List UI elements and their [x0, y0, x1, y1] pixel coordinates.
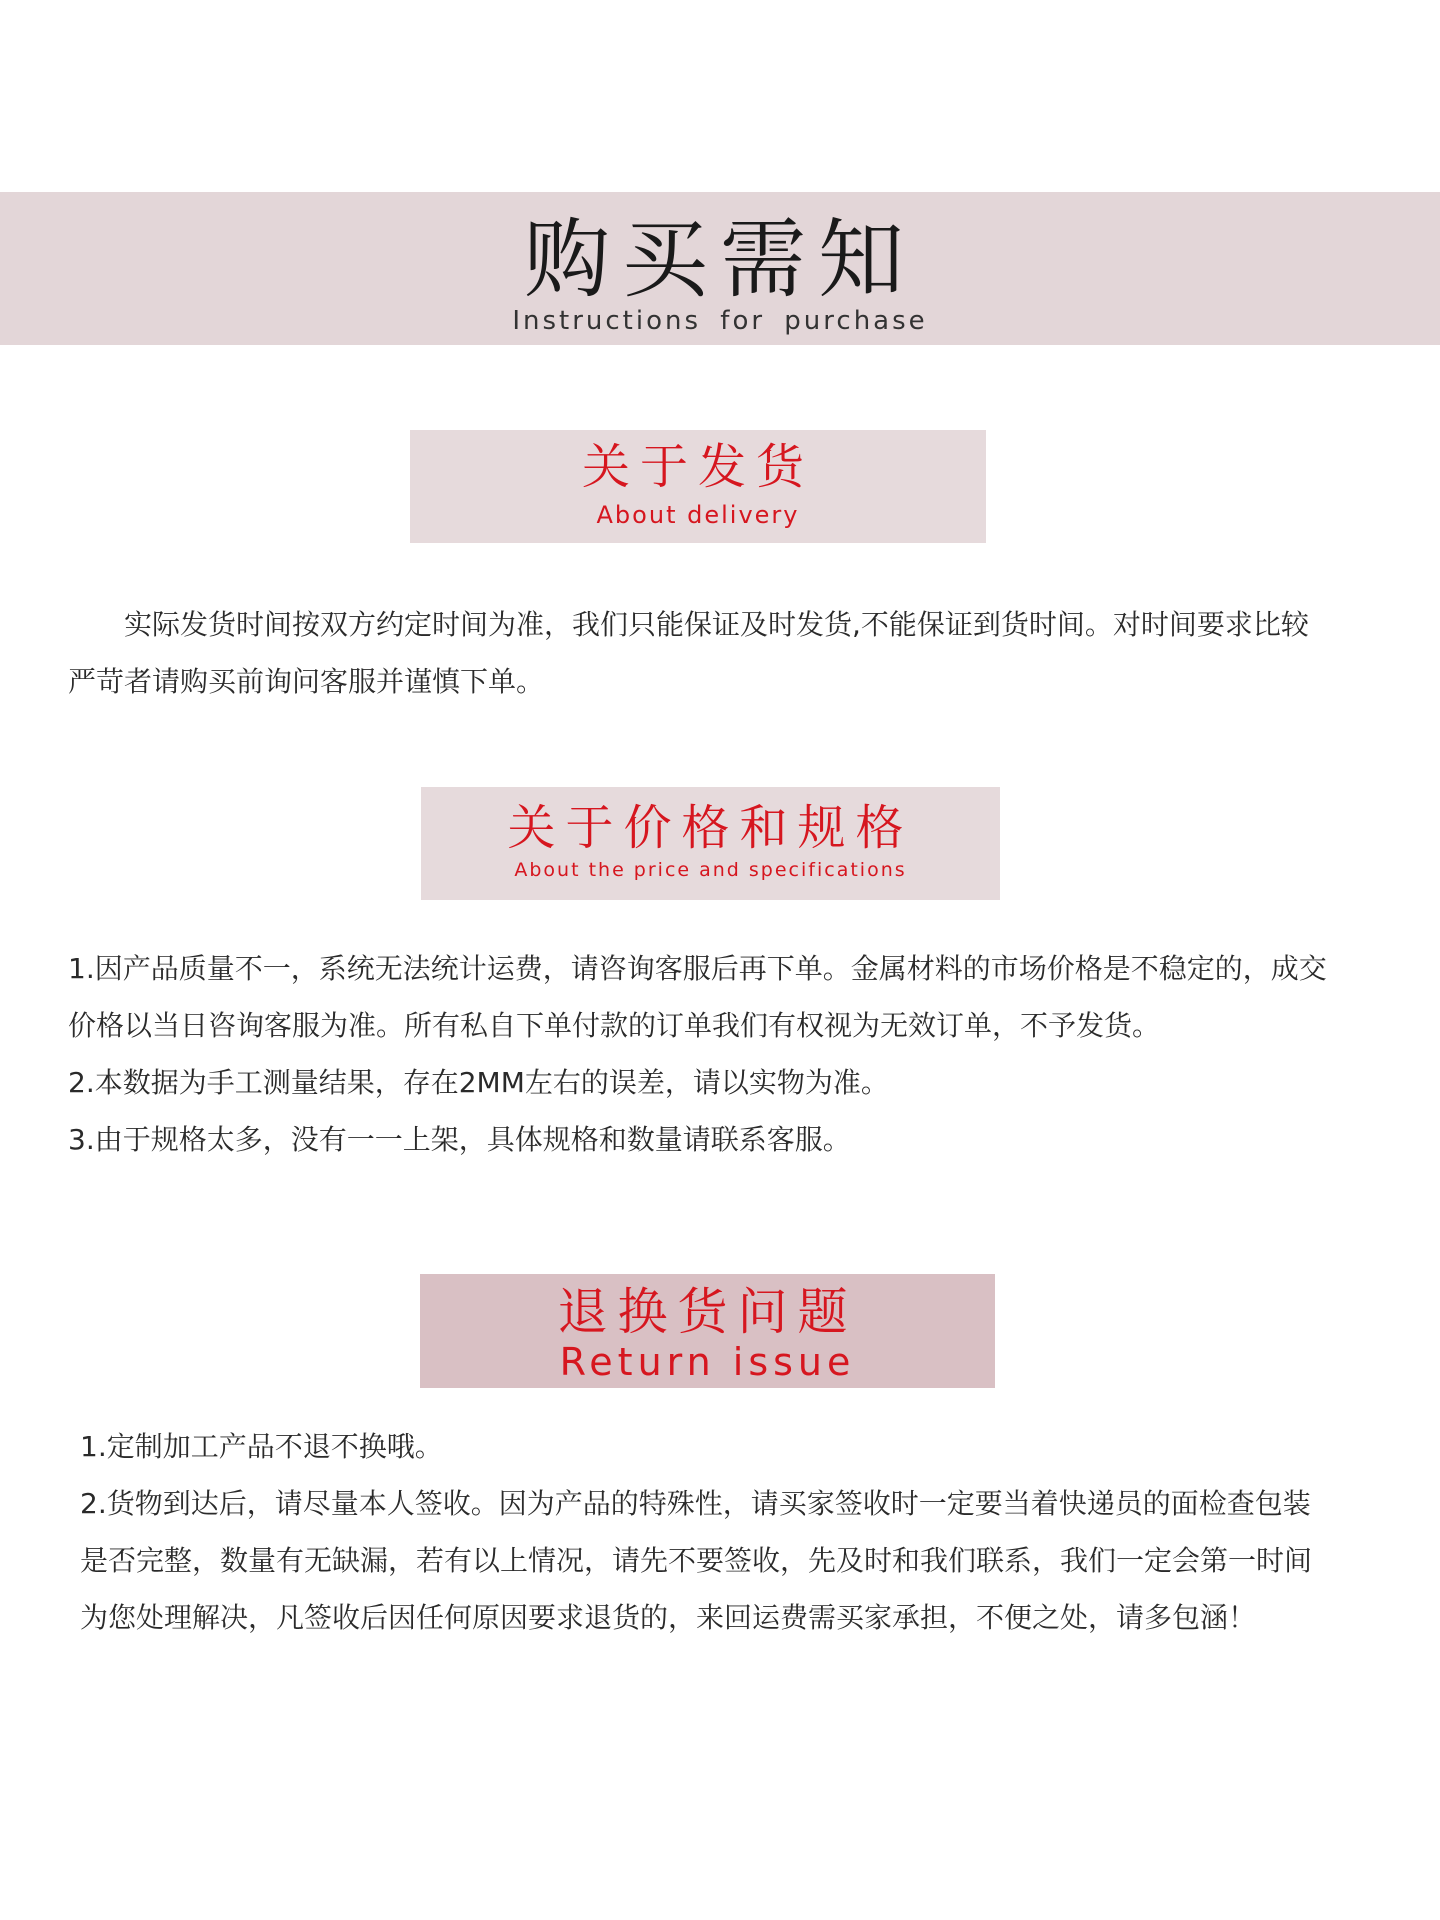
price-item-1: 1.因产品质量不一，系统无法统计运费，请咨询客服后再下单。金属材料的市场价格是不稳定的，成交价格以当日咨询客服为准。所有私自下单付款的订单我们有权视为无效订单，不予发货。	[68, 952, 1327, 1042]
section-delivery-header	[410, 430, 986, 543]
section-price-header	[421, 787, 1000, 900]
section-return-body	[80, 1418, 1330, 1646]
delivery-paragraph: 实际发货时间按双方约定时间为准，我们只能保证及时发货,不能保证到货时间。对时间要求比较严苛者请购买前询问客服并谨慎下单。	[68, 608, 1309, 698]
price-item-3: 3.由于规格太多，没有一一上架，具体规格和数量请联系客服。	[68, 1123, 851, 1156]
price-item-2: 2.本数据为手工测量结果，存在2MM左右的误差，请以实物为准。	[68, 1066, 889, 1099]
section-delivery-title: 关于发货	[581, 439, 814, 495]
page-subtitle: Instructions for purchase	[512, 306, 928, 336]
return-item-1: 1.定制加工产品不退不换哦。	[80, 1430, 443, 1463]
section-return-header	[420, 1274, 995, 1388]
section-price-title: 关于价格和规格	[507, 800, 914, 856]
return-item-2: 2.货物到达后，请尽量本人签收。因为产品的特殊性，请买家签收时一定要当着快递员的面检查包装是否完整，数量有无缺漏，若有以上情况，请先不要签收，先及时和我们联系，我们一定会第一时间为您处理解决，凡签收后因任何原因要求退货的，来回运费需买家承担，不便之处，请多包涵！	[80, 1487, 1313, 1634]
section-delivery-body	[68, 596, 1330, 710]
section-return-title: 退换货问题	[557, 1283, 858, 1341]
page-title: 购买需知	[524, 210, 916, 310]
section-return-subtitle: Return issue	[559, 1340, 856, 1384]
section-price-subtitle: About the price and specifications	[514, 859, 907, 881]
section-price-body	[68, 940, 1330, 1168]
section-delivery-subtitle: About delivery	[596, 501, 800, 529]
